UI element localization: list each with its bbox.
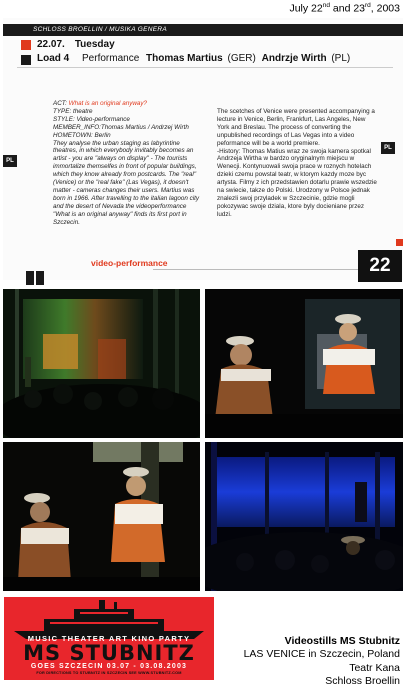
- poster-dates: GOES SZCZECIN 03.07 - 03.08.2003: [30, 663, 188, 670]
- left-body-text: They analyse the urban staging as labyrintine theatres, in which everybody invitably becomes an artist - you are "always on display" - The tourists immortalize themselfes in front of popular buildings, which they know already from postcards. The "real" (Venice) or the "real fake" (Las Vegas), it doesn't matter - cameras changes their users. Martius was born in 1966. After travelling to the italian lagoon city and the desert of Nevada the videoperformance "What is an original anyway" finds its first port in Szczecin.: [53, 139, 200, 226]
- top-banner-text: SCHLOSS BROELLIN / MUSIKA GENERA: [33, 26, 167, 33]
- load-line: [37, 53, 350, 64]
- red-corner-marker: [396, 239, 403, 246]
- right-body-polish: -History: Thomas Matius wraz ze swoja kamera spotkal Andrzeja Wirtha w bardzo oryginalnym miejscu w Wenecji. Kontynuowali swoja prace w roznych hotelach dzieki czemu powstal teatr, w ktorym kazdy moze byc artysta. Filmy z ich przedstawien dotarlu prawie wszedzie na swiecie, takze do Polski. Urodzony w Polsce jednak znalezli swoj przyladek w Szczecinie, gdzie mogli pokozywac swoje dziala, ktore byly docieniane przez ludzi.: [217, 147, 377, 218]
- caption-title: Videostills MS Stubnitz: [284, 635, 400, 647]
- artist2-name: Andrzje Wirth: [261, 53, 327, 64]
- scanned-program-page: [3, 18, 403, 280]
- event-date-line: [37, 39, 115, 50]
- poster-title: MS STUBNITZ: [23, 641, 195, 665]
- performance-word: Performance: [82, 53, 140, 64]
- artist1-country: (GER): [227, 53, 256, 64]
- video-still-4: [205, 442, 403, 591]
- type-line: TYPE: theatre: [53, 107, 93, 115]
- member-info-line: MEMBER_INFO:Thomas Martius / Andrzej Wirth: [53, 123, 189, 131]
- video-still-1: [3, 289, 200, 438]
- left-text-column: [53, 100, 203, 227]
- artist1-name: Thomas Martius: [146, 53, 223, 64]
- right-text-column: [217, 108, 377, 219]
- pl-badge-right: PL: [381, 142, 395, 154]
- red-square-marker: [21, 40, 31, 50]
- load-label: Load 4: [37, 53, 70, 64]
- caption-line-3: Teatr Kana: [349, 661, 400, 674]
- caption-line-4: Schloss Broellin: [325, 675, 400, 688]
- ms-stubnitz-poster: [4, 597, 214, 680]
- style-line: STYLE: Video-performance: [53, 115, 130, 123]
- page-number: 22: [358, 250, 402, 282]
- divider: [17, 67, 393, 68]
- section-rule: [153, 269, 359, 270]
- right-body-english: The scetches of Venice were presented accompanying a lecture in Venice, Berlin, Frankfurt, Las Angeles, New York and Breslau. The process of converting the unpublished recordings of Las Vegas into a video peformance will be a world premiere.: [217, 108, 375, 147]
- black-square-marker: [21, 55, 31, 65]
- event-date: 22.07.: [37, 39, 65, 50]
- top-banner: [3, 24, 403, 36]
- black-bar-marker-2: [36, 271, 44, 285]
- poster-categories: MUSIC THEATER ART KINO PARTY: [27, 634, 191, 643]
- video-still-2: [205, 289, 403, 438]
- pl-badge-left: PL: [3, 155, 17, 167]
- black-bar-marker-1: [26, 271, 34, 285]
- caption-block: [244, 635, 400, 689]
- act-line: ACT: What is an original anyway?: [53, 100, 148, 107]
- act-title: What is an original anyway?: [68, 100, 148, 107]
- video-still-3: [3, 442, 200, 591]
- caption-line-2: LAS VENICE in Szczecin, Poland: [243, 648, 400, 661]
- hometown-line: HOMETOWN: Berlin: [53, 131, 111, 139]
- header-date: July 22nd and 23rd, 2003: [289, 2, 400, 15]
- artist2-country: (PL): [331, 53, 351, 64]
- section-label: video-performance: [91, 258, 168, 268]
- event-weekday: Tuesday: [74, 39, 115, 50]
- poster-directions: FOR DIRECTIONS TO STUBNITZ IN SZCZECIN SEE WWW.STUBNITZ.COM: [36, 671, 182, 675]
